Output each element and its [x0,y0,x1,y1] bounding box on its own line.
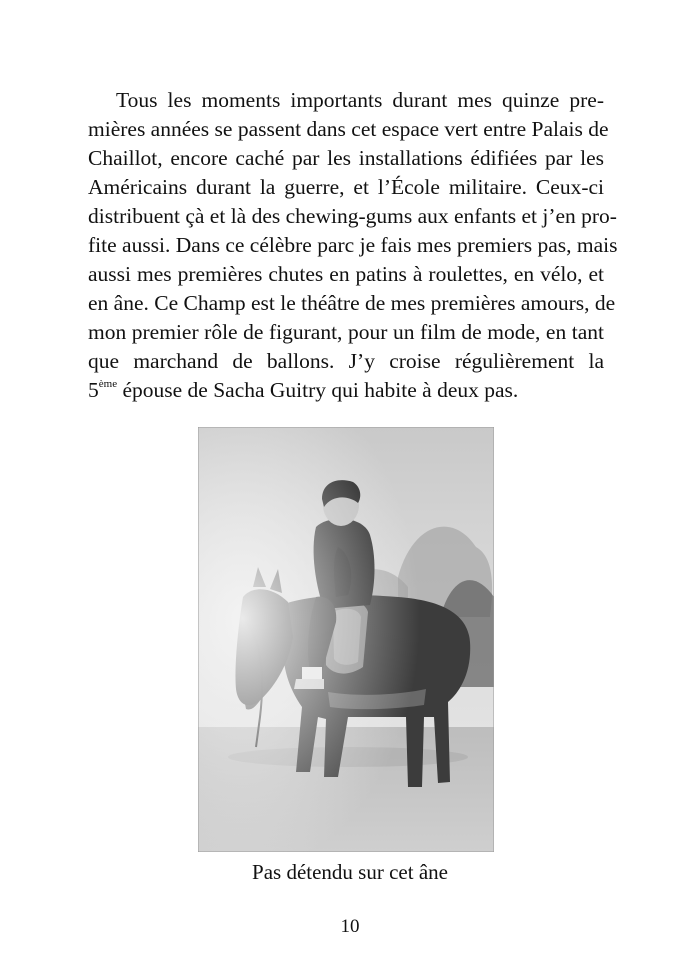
paragraph-line: distribuent çà et là des chewing-gums aux enfants et j’en pro- [88,204,617,228]
ordinal-number: 5 [88,378,99,402]
ordinal-superscript: ème [98,378,118,390]
body-paragraph [88,86,618,405]
photo-boy-on-donkey [198,427,494,852]
paragraph-line: fite aussi. Dans ce célèbre parc je fais mes premiers pas, mais [88,233,618,257]
paragraph-line: aussi mes premières chutes en patins à roulettes, en vélo, et [88,262,604,286]
paragraph-line: en âne. Ce Champ est le théâtre de mes premières amours, de [88,291,616,315]
last-line-text: épouse de Sacha Guitry qui habite à deux pas. [117,378,519,402]
paragraph-line: que marchand de ballons. J’y croise régulièrement la [88,349,604,373]
photo-caption: Pas détendu sur cet âne [252,860,448,884]
paragraph-line: mières années se passent dans cet espace vert entre Palais de [88,117,609,141]
page-number: 10 [340,916,360,937]
paragraph-line: Tous les moments importants durant mes quinze pre- [116,88,604,112]
paragraph-line: mon premier rôle de figurant, pour un film de mode, en tant [88,320,604,344]
paragraph-line: Américains durant la guerre, et l’École militaire. Ceux-ci [88,175,604,199]
paragraph-last-line [88,376,604,405]
paragraph-line: Chaillot, encore caché par les installations édifiées par les [88,146,604,170]
